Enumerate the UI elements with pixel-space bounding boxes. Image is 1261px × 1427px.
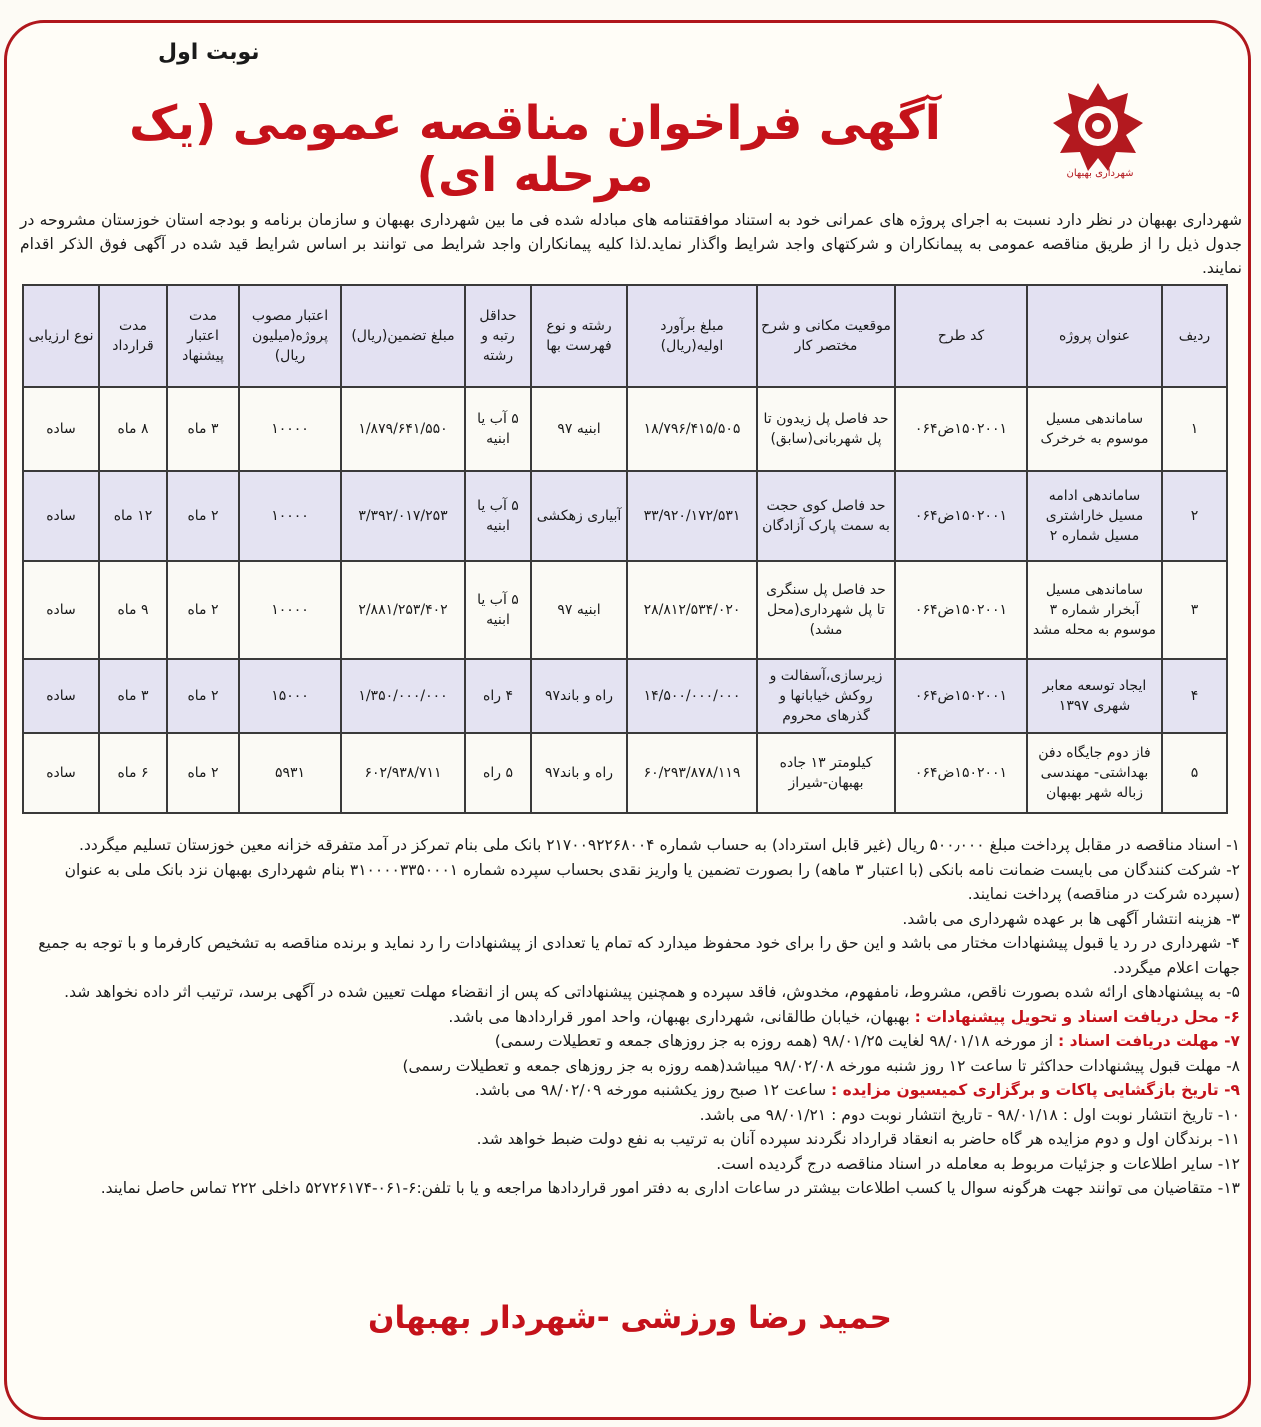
table-cell: ۸ ماه: [99, 387, 167, 471]
condition-text: ۸- مهلت قبول پیشنهادات حداکثر تا ساعت ۱۲ روز شنبه مورخه ۹۸/۰۲/۰۸ میباشد(همه روزه به جز روزهای جمعه و تعطیلات رسمی): [402, 1056, 1240, 1075]
table-cell: ۱۵۰۲۰۰۱ض۰۶۴: [895, 387, 1027, 471]
header-cell: رشته و نوع فهرست بها: [531, 285, 627, 387]
table-cell: ۲ ماه: [167, 471, 239, 561]
header-cell: کد طرح: [895, 285, 1027, 387]
table-cell: ۱۵۰۲۰۰۱ض۰۶۴: [895, 471, 1027, 561]
condition-text: ۵- به پیشنهادهای ارائه شده بصورت ناقص، مشروط، نامفهوم، مخدوش، فاقد سپرده و همچنین پیشنهاداتی که پس از انقضاء مهلت تعیین شده در آگهی برسد، ترتیب اثر داده نخواهد شد.: [64, 983, 1240, 1001]
table-cell: ۱۸/۷۹۶/۴۱۵/۵۰۵: [627, 387, 757, 471]
signature: حمید رضا ورزشی -شهردار بهبهان: [368, 1300, 892, 1336]
projects-table: [22, 284, 1228, 814]
header-cell: مبلغ تضمین(ریال): [341, 285, 465, 387]
table-cell: ۴: [1162, 659, 1227, 733]
table-cell: ۱/۳۵۰/۰۰۰/۰۰۰: [341, 659, 465, 733]
condition-item: [20, 1127, 1240, 1152]
header-cell: حداقل رتبه و رشته: [465, 285, 531, 387]
table-cell: ۳ ماه: [167, 387, 239, 471]
logo-text: شهرداری بهبهان: [1066, 168, 1134, 179]
table-cell: ساماندهی مسیل موسوم به خرخرک: [1027, 387, 1162, 471]
table-cell: ۲/۸۸۱/۲۵۳/۴۰۲: [341, 561, 465, 659]
condition-item: [20, 1005, 1240, 1030]
table-cell: حد فاصل کوی حجت به سمت پارک آزادگان: [757, 471, 895, 561]
table-cell: ۶ ماه: [99, 733, 167, 813]
table-cell: کیلومتر ۱۳ جاده بهبهان-شیراز: [757, 733, 895, 813]
table-cell: راه و باند۹۷: [531, 733, 627, 813]
header-cell: عنوان پروژه: [1027, 285, 1162, 387]
condition-text: ۱۱- برندگان اول و دوم مزایده هر گاه حاضر به انعقاد قرارداد نگردند سپرده آنان به ترتیب به نفع دولت ضبط خواهد شد.: [476, 1130, 1240, 1148]
table-cell: ۵ آب یا ابنیه: [465, 387, 531, 471]
table-cell: ۳: [1162, 561, 1227, 659]
condition-text: ۲- شرکت کنندگان می بایست ضمانت نامه بانکی (با اعتبار ۳ ماهه) را بصورت تضمین یا واریز نقدی بحساب سپرده شماره ۳۱۰۰۰۰۳۳۵۰۰۰۱ بنام شهرداری بهبهان نزد بانک ملی به عنوان (سپرده شرکت در مناقصه) پرداخت نمایند.: [64, 860, 1240, 903]
condition-item: [20, 1103, 1240, 1128]
table-cell: ساده: [23, 733, 99, 813]
table-cell: ۱۰۰۰۰: [239, 387, 341, 471]
condition-item: [20, 1029, 1240, 1054]
table-cell: حد فاصل پل زیدون تا پل شهربانی(سابق): [757, 387, 895, 471]
header-cell: ردیف: [1162, 285, 1227, 387]
table-cell: ایجاد توسعه معابر شهری ۱۳۹۷: [1027, 659, 1162, 733]
table-cell: آبیاری زهکشی: [531, 471, 627, 561]
table-cell: ۱۵۰۲۰۰۱ض۰۶۴: [895, 561, 1027, 659]
header-cell: نوع ارزیابی: [23, 285, 99, 387]
condition-item: [20, 1078, 1240, 1103]
table-cell: ۴ راه: [465, 659, 531, 733]
table-cell: زیرسازی،آسفالت و روکش خیابانها و گذرهای محروم: [757, 659, 895, 733]
table-cell: ۳۳/۹۲۰/۱۷۲/۵۳۱: [627, 471, 757, 561]
table-row: [23, 471, 1227, 561]
table-cell: ابنیه ۹۷: [531, 561, 627, 659]
header-cell: مدت قرارداد: [99, 285, 167, 387]
table-row: [23, 733, 1227, 813]
header-cell: مبلغ برآورد اولیه(ریال): [627, 285, 757, 387]
condition-item: [20, 1054, 1240, 1079]
table-row: [23, 561, 1227, 659]
condition-item: [20, 907, 1240, 932]
condition-item: [20, 858, 1240, 907]
table-cell: ۲: [1162, 471, 1227, 561]
condition-text: ۳- هزینه انتشار آگهی ها بر عهده شهرداری می باشد.: [902, 909, 1240, 928]
table-cell: ۵۹۳۱: [239, 733, 341, 813]
condition-item: [20, 980, 1240, 1005]
table-cell: ۱۰۰۰۰: [239, 471, 341, 561]
table-cell: ابنیه ۹۷: [531, 387, 627, 471]
header-cell: مدت اعتبار پیشنهاد: [167, 285, 239, 387]
condition-item: [20, 1176, 1240, 1201]
table-header-row: [23, 285, 1227, 387]
conditions-list: [20, 833, 1240, 1201]
condition-text: ۱- اسناد مناقصه در مقابل پرداخت مبلغ ۵۰۰٫۰۰۰ ریال (غیر قابل استرداد) به حساب شماره ۲۱۷۰۰۹۲۲۶۸۰۰۴ بانک ملی بنام تمرکز در آمد متفرقه خزانه معین خوزستان تسلیم میگردد.: [79, 836, 1240, 854]
table-cell: ۹ ماه: [99, 561, 167, 659]
table-cell: ۱۵۰۲۰۰۱ض۰۶۴: [895, 659, 1027, 733]
table-cell: حد فاصل پل سنگری تا پل شهرداری(محل مشد): [757, 561, 895, 659]
condition-text: ۴- شهرداری در رد یا قبول پیشنهادات مختار می باشد و این حق را برای خود محفوظ میدارد که تمام یا تعدادی از پیشنهادات را رد نماید و برنده مناقصه به تشخیص کارفرما و با توجه به جمیع جهات اعلام میگردد.: [38, 934, 1240, 977]
table-cell: ۵ راه: [465, 733, 531, 813]
header-cell: موقعیت مکانی و شرح مختصر کار: [757, 285, 895, 387]
table-cell: ساده: [23, 387, 99, 471]
condition-label: ۷- مهلت دریافت اسناد :: [1058, 1032, 1240, 1050]
table-cell: ۱۵۰۲۰۰۱ض۰۶۴: [895, 733, 1027, 813]
condition-text: ۱۰- تاریخ انتشار نوبت اول : ۹۸/۰۱/۱۸ - تاریخ انتشار نوبت دوم : ۹۸/۰۱/۲۱ می باشد.: [699, 1105, 1240, 1124]
table-cell: ۲ ماه: [167, 733, 239, 813]
condition-text: ساعت ۱۲ صبح روز یکشنبه مورخه ۹۸/۰۲/۰۹ می باشد.: [474, 1081, 827, 1099]
table-cell: ۱۵۰۰۰: [239, 659, 341, 733]
header-cell: اعتبار مصوب پروژه(میلیون ریال): [239, 285, 341, 387]
page-title: آگهی فراخوان مناقصه عمومی (یک مرحله ای): [129, 96, 941, 203]
table-row: [23, 659, 1227, 733]
table-cell: ساماندهی مسیل آبخرار شماره ۳ موسوم به محله مشد: [1027, 561, 1162, 659]
condition-text: ۱۳- متقاضیان می توانند جهت هرگونه سوال یا کسب اطلاعات بیشتر در ساعات اداری به دفتر امور قراردادها مراجعه و یا با تلفن:۶-۰۶۱-۵۲۷۲۶۱۷۴ داخلی ۲۲۲ تماس حاصل نمایند.: [100, 1179, 1240, 1197]
table-cell: ساماندهی ادامه مسیل خاراشتری مسیل شماره ۲: [1027, 471, 1162, 561]
table-cell: ساده: [23, 471, 99, 561]
table-row: [23, 387, 1227, 471]
condition-item: [20, 1152, 1240, 1177]
condition-item: [20, 931, 1240, 980]
table-cell: ۳/۳۹۲/۰۱۷/۲۵۳: [341, 471, 465, 561]
table-cell: ۱/۸۷۹/۶۴۱/۵۵۰: [341, 387, 465, 471]
table-cell: ۵: [1162, 733, 1227, 813]
table-cell: ساده: [23, 561, 99, 659]
table-cell: ۲۸/۸۱۲/۵۳۴/۰۲۰: [627, 561, 757, 659]
table-cell: فاز دوم جایگاه دفن بهداشتی- مهندسی زباله شهر بهبهان: [1027, 733, 1162, 813]
table-cell: ۱۰۰۰۰: [239, 561, 341, 659]
table-cell: ساده: [23, 659, 99, 733]
table-cell: ۱۲ ماه: [99, 471, 167, 561]
table-cell: ۱۴/۵۰۰/۰۰۰/۰۰۰: [627, 659, 757, 733]
table-cell: ۵ آب یا ابنیه: [465, 471, 531, 561]
condition-label: ۹- تاریخ بازگشایی پاکات و برگزاری کمیسیون مزایده :: [831, 1081, 1240, 1099]
table-cell: ۲ ماه: [167, 561, 239, 659]
condition-text: ۱۲- سایر اطلاعات و جزئیات مربوط به معامله در اسناد مناقصه درج گردیده است.: [716, 1154, 1240, 1173]
table-cell: راه و باند۹۷: [531, 659, 627, 733]
table-cell: ۶۰/۲۹۳/۸۷۸/۱۱۹: [627, 733, 757, 813]
table-cell: ۵ آب یا ابنیه: [465, 561, 531, 659]
condition-text: از مورخه ۹۸/۰۱/۱۸ لغایت ۹۸/۰۱/۲۵ (همه روزه به جز روزهای جمعه و تعطیلات رسمی): [494, 1032, 1054, 1050]
table-cell: ۲ ماه: [167, 659, 239, 733]
table-cell: ۶۰۲/۹۳۸/۷۱۱: [341, 733, 465, 813]
intro-paragraph: شهرداری بهبهان در نظر دارد نسبت به اجرای پروژه های عمرانی خود به استناد موافقتنامه های مبادله شده فی ما بین شهرداری بهبهان و سازمان برنامه و بودجه استان خوزستان مشروحه در جدول ذیل را از طریق مناقصه عمومی به پیمانکاران و شرکتهای واجد شرایط واگذار نماید.لذا کلیه پیمانکاران واجد شرایط می توانند بر اساس شرایط قید شده در آگهی فوق الذکر اقدام نمایند.: [20, 211, 1242, 277]
condition-label: ۶- محل دریافت اسناد و تحویل پیشنهادات :: [914, 1007, 1240, 1026]
table-cell: ۱: [1162, 387, 1227, 471]
round-label: نوبت اول: [158, 40, 260, 65]
condition-text: بهبهان، خیابان طالقانی، شهرداری بهبهان، واحد امور قراردادها می باشد.: [448, 1007, 910, 1026]
table-cell: ۳ ماه: [99, 659, 167, 733]
condition-item: [20, 833, 1240, 858]
